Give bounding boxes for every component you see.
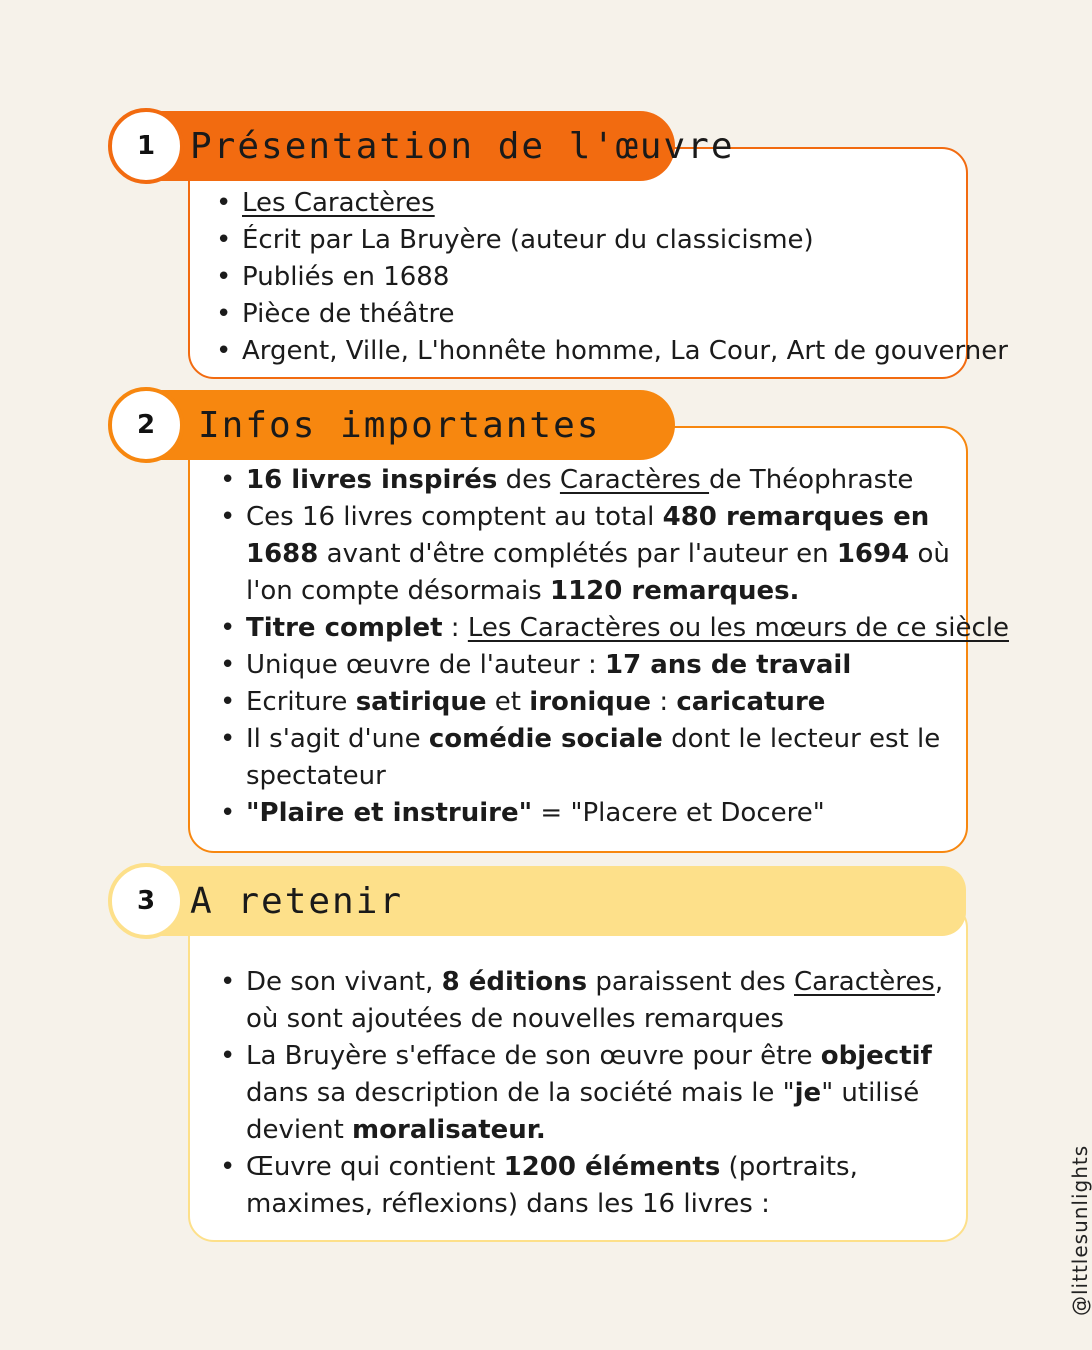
list-item-text: Ces 16 livres comptent au total xyxy=(246,502,663,532)
list-item-text: Caractères xyxy=(794,967,935,997)
bullet-icon: • xyxy=(220,1041,236,1071)
list-item-text: : xyxy=(442,613,468,643)
section-title: A retenir xyxy=(190,880,404,922)
list-item xyxy=(216,296,956,333)
list-item-text: Les Caractères xyxy=(242,188,435,218)
list-item xyxy=(220,795,980,832)
section-number-badge: 2 xyxy=(108,387,184,463)
bullet-icon: • xyxy=(216,299,232,329)
list-item xyxy=(216,333,1008,370)
bullet-icon: • xyxy=(216,262,232,292)
list-item-text: Il s'agit d'une xyxy=(246,724,429,754)
section-banner xyxy=(148,866,966,936)
list-item-text: Publiés en 1688 xyxy=(242,262,450,292)
list-item xyxy=(220,1038,975,1149)
list-item xyxy=(220,499,980,610)
list-item xyxy=(220,721,980,795)
list-item xyxy=(220,964,975,1038)
list-item-text: Argent, Ville, L'honnête homme, La Cour, Art de gouverner xyxy=(242,336,1008,366)
list-item-text: , où sont ajoutées de nouvelles remarques xyxy=(246,967,944,1034)
list-item-text: 1694 xyxy=(836,539,910,569)
list-item xyxy=(220,647,980,684)
bullet-icon: • xyxy=(216,225,232,255)
list-item-text: 1200 éléments xyxy=(503,1152,721,1182)
list-item xyxy=(220,684,980,721)
list-item-text: objectif xyxy=(820,1041,932,1071)
bullet-list xyxy=(220,462,1009,832)
bullet-icon: • xyxy=(220,650,236,680)
bullet-icon: • xyxy=(220,687,236,717)
list-item-text: Titre complet xyxy=(246,613,443,643)
list-item xyxy=(220,1149,975,1223)
bullet-icon: • xyxy=(216,188,232,218)
bullet-icon: • xyxy=(220,798,236,828)
list-item-text: 17 ans de travail xyxy=(605,650,852,680)
list-item-text: moralisateur. xyxy=(352,1115,546,1145)
list-item xyxy=(216,185,956,222)
list-item-text: "Plaire et instruire" xyxy=(246,798,533,828)
list-item-text: " utilisé devient xyxy=(246,1078,920,1145)
list-item-text: (portraits, maximes, réflexions) dans les 16 livres : xyxy=(246,1152,858,1219)
section-title: Présentation de l'œuvre xyxy=(190,125,735,167)
list-item xyxy=(216,259,956,296)
list-item-text: comédie sociale xyxy=(428,724,663,754)
section-banner xyxy=(148,390,675,460)
list-item-text: La Bruyère s'efface de son œuvre pour être xyxy=(246,1041,821,1071)
watermark: @littlesunlights xyxy=(1068,1144,1092,1316)
bullet-icon: • xyxy=(220,724,236,754)
list-item-text: Ecriture xyxy=(246,687,356,717)
list-item xyxy=(220,462,980,499)
list-item-text: 8 éditions xyxy=(441,967,588,997)
section-infos xyxy=(108,390,1009,855)
bullet-icon: • xyxy=(220,613,236,643)
list-item-text: Unique œuvre de l'auteur : xyxy=(246,650,606,680)
list-item-text: et xyxy=(486,687,530,717)
list-item-text: Pièce de théâtre xyxy=(242,299,455,329)
section-box xyxy=(188,902,968,1242)
bullet-icon: • xyxy=(216,336,232,366)
list-item-text: satirique xyxy=(355,687,487,717)
section-number-badge: 3 xyxy=(108,863,184,939)
list-item-text: Caractères xyxy=(559,465,710,495)
list-item-text: 480 remarques en 1688 xyxy=(246,502,930,569)
section-a-retenir xyxy=(108,866,972,1244)
list-item-text: De son vivant, xyxy=(246,967,442,997)
list-item-text: où l'on compte désormais xyxy=(246,539,950,606)
section-box xyxy=(188,426,1009,853)
list-item xyxy=(220,610,1009,647)
list-item-text: de Théophraste xyxy=(709,465,914,495)
list-item-text: 16 livres inspirés xyxy=(246,465,498,495)
list-item-text: Œuvre qui contient xyxy=(246,1152,504,1182)
list-item-text: 1120 remarques. xyxy=(550,576,800,606)
list-item-text: avant d'être complétés par l'auteur en xyxy=(318,539,837,569)
list-item-text: caricature xyxy=(676,687,826,717)
list-item-text: paraissent des xyxy=(587,967,794,997)
section-number-badge: 1 xyxy=(108,108,184,184)
bullet-icon: • xyxy=(220,1152,236,1182)
list-item xyxy=(216,222,956,259)
section-box xyxy=(188,147,1008,379)
section-banner xyxy=(148,111,735,181)
bullet-icon: • xyxy=(220,967,236,997)
list-item-text: des xyxy=(497,465,560,495)
list-item-text: dans sa description de la société mais le " xyxy=(246,1078,795,1108)
list-item-text: dont le lecteur est le spectateur xyxy=(246,724,941,791)
bullet-list xyxy=(220,964,975,1223)
list-item-text: Écrit par La Bruyère (auteur du classicisme) xyxy=(242,225,814,255)
list-item-text: ironique xyxy=(529,687,652,717)
section-title: Infos importantes xyxy=(198,404,601,446)
list-item-text: je xyxy=(794,1078,822,1108)
bullet-list xyxy=(216,185,1008,370)
bullet-icon: • xyxy=(220,465,236,495)
list-item-text: : xyxy=(651,687,677,717)
list-item-text: = "Placere et Docere" xyxy=(532,798,825,828)
bullet-icon: • xyxy=(220,502,236,532)
section-presentation xyxy=(108,111,1008,381)
list-item-text: Les Caractères ou les mœurs de ce siècle xyxy=(467,613,1009,643)
